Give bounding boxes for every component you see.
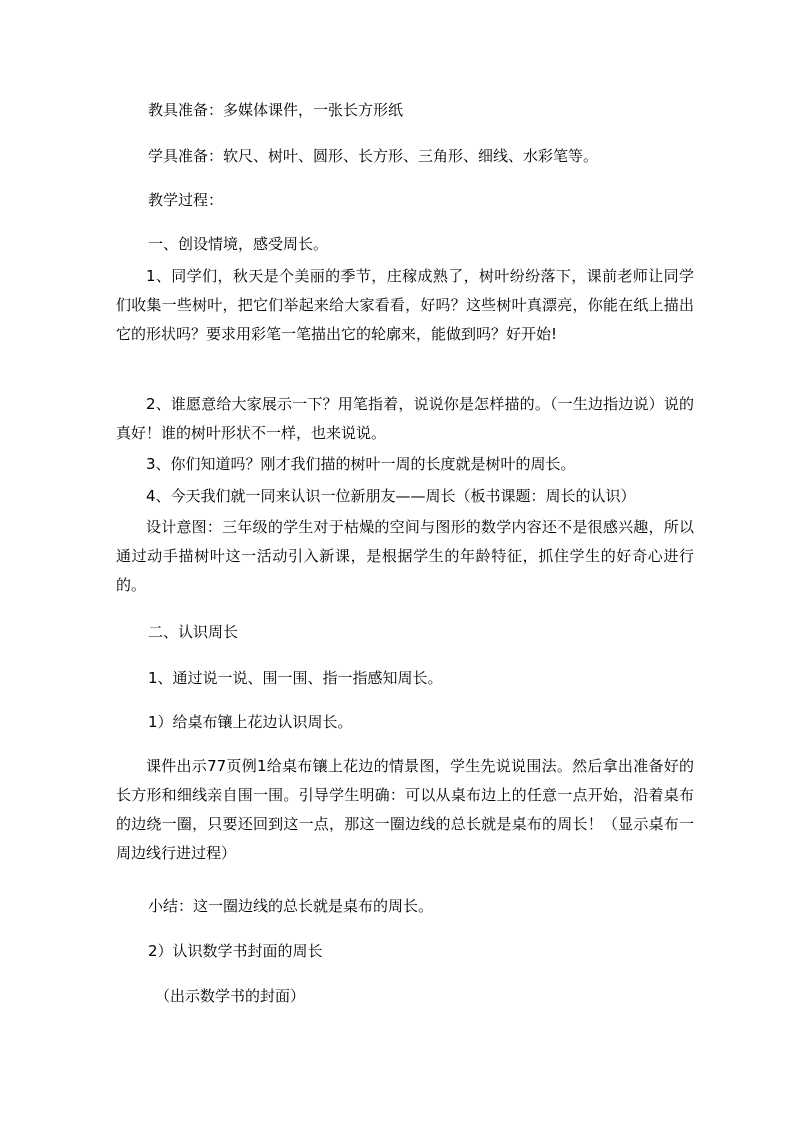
section1-paragraph-1: 1、同学们，秋天是个美丽的季节，庄稼成熟了，树叶纷纷落下，课前老师让同学们收集一些树叶，把它们举起来给大家看看，好吗？这些树叶真漂亮，你能在纸上描出它的形状吗？要求用彩笔一笔描出它的轮廓来，能做到吗？好开始! xyxy=(116,267,694,343)
section2-paragraph-2: 1）给桌布镶上花边认识周长。 xyxy=(148,713,353,731)
section2-paragraph-3: 课件出示77页例1给桌布镶上花边的情景图，学生先说说围法。然后拿出准备好的长方形和细线亲自围一围。引导学生明确：可以从桌布边上的任意一点开始，沿着桌布的边绕一圈，只要还回到这一点，那这一圈边线的总长就是桌布的周长！（显示桌布一周边线行进过程） xyxy=(116,757,694,862)
section1-heading: 一、创设情境，感受周长。 xyxy=(148,235,329,253)
section1-paragraph-2: 2、谁愿意给大家展示一下？用笔指着，说说你是怎样描的。（一生边指边说）说的真好！谁的树叶形状不一样，也来说说。 xyxy=(116,395,694,442)
section2-paragraph-4: 2）认识数学书封面的周长 xyxy=(148,942,323,960)
section2-paragraph-1: 1、通过说一说、围一围、指一指感知周长。 xyxy=(148,669,443,687)
teacher-materials: 教具准备：多媒体课件，一张长方形纸 xyxy=(148,101,404,119)
section2-heading: 二、认识周长 xyxy=(148,623,239,641)
design-intent-paragraph: 设计意图：三年级的学生对于枯燥的空间与图形的数学内容还不是很感兴趣，所以通过动手描树叶这一活动引入新课，是根据学生的年龄特征，抓住学生的好奇心进行的。 xyxy=(116,518,694,594)
summary-paragraph: 小结：这一圈边线的总长就是桌布的周长。 xyxy=(148,897,434,915)
section2-paragraph-5: （出示数学书的封面） xyxy=(155,987,306,1005)
section1-paragraph-4: 4、今天我们就一同来认识一位新朋友——周长（板书课题：周长的认识） xyxy=(146,487,636,505)
student-materials: 学具准备：软尺、树叶、圆形、长方形、三角形、细线、水彩笔等。 xyxy=(148,147,599,165)
section1-paragraph-3: 3、你们知道吗？刚才我们描的树叶一周的长度就是树叶的周长。 xyxy=(146,455,576,473)
process-heading: 教学过程： xyxy=(148,191,224,209)
